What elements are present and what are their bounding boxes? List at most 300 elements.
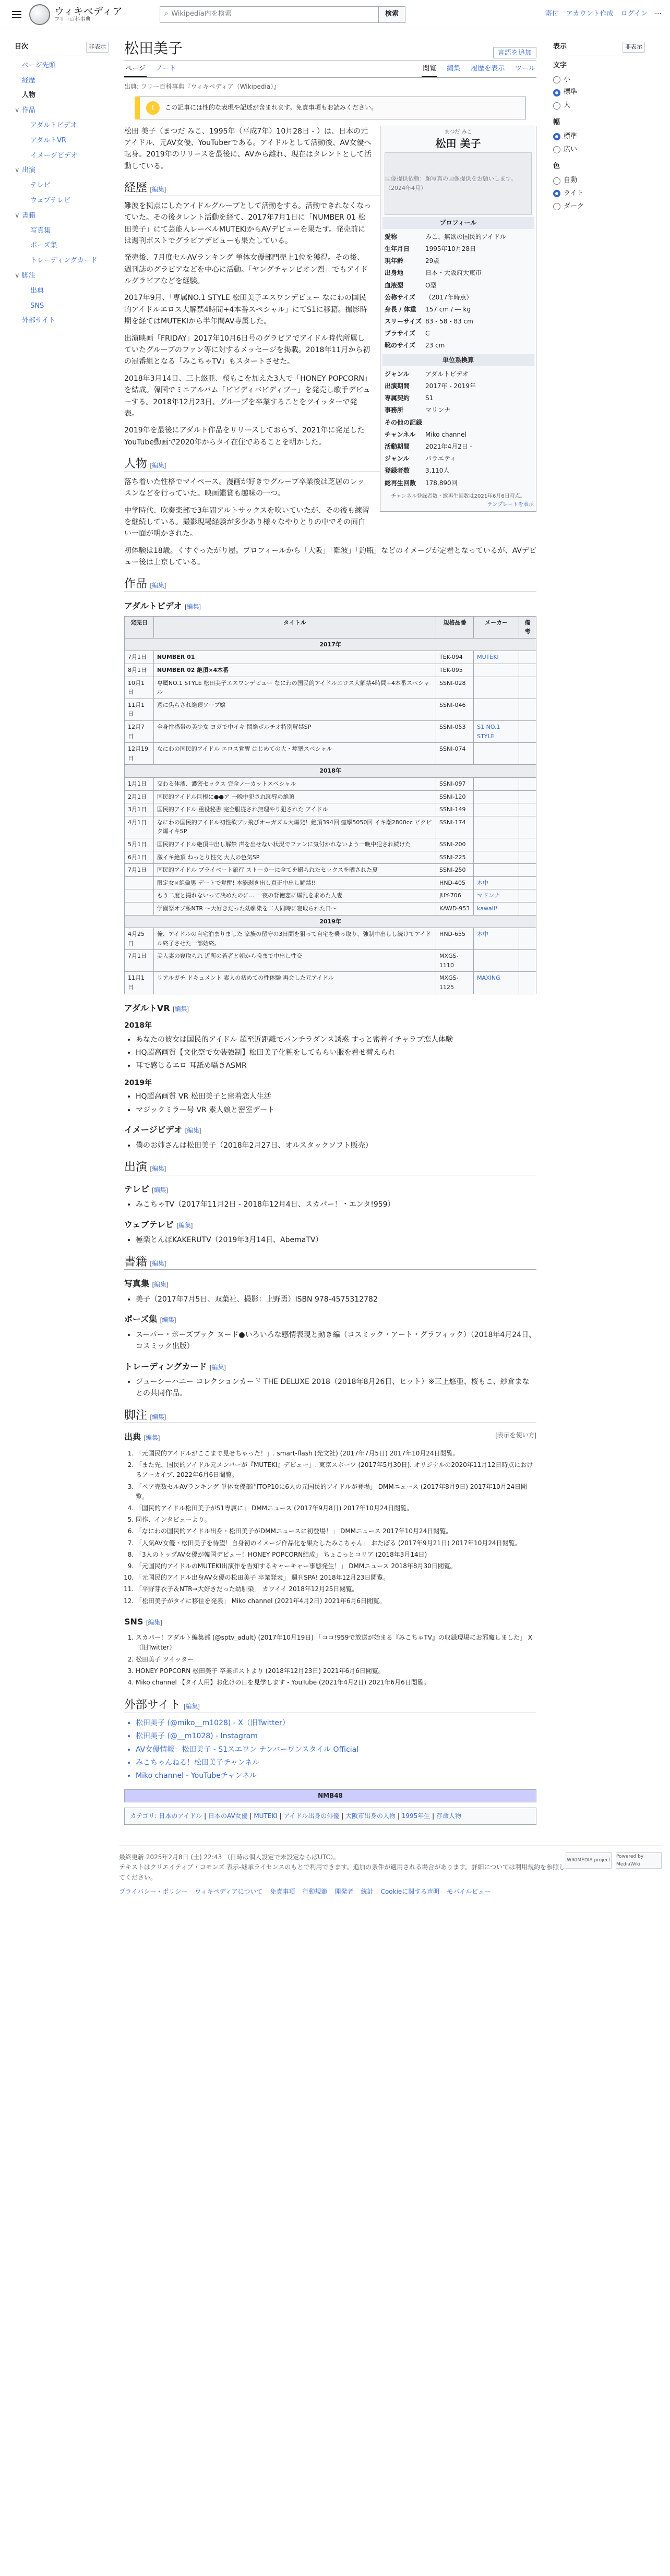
trading-card-list [136, 1376, 536, 1400]
content-warning-notice [135, 97, 526, 119]
toc-link[interactable]: 外部サイト [22, 317, 56, 325]
maker-cell [474, 790, 519, 803]
release-date-cell: 7月1日 [125, 864, 154, 877]
footer-link[interactable]: 免責事項 [270, 1887, 295, 1895]
toc-item[interactable] [15, 58, 109, 74]
list-item[interactable]: • みこちゃんねる！松田美子チャンネル [136, 1757, 536, 1768]
vr-list [124, 1020, 536, 1116]
heading-tv [124, 1183, 536, 1196]
release-date-cell: 7月1日 [125, 651, 154, 664]
notes-cell [519, 721, 536, 743]
wikimedia-badge[interactable]: WIKIMEDIA project [566, 1852, 612, 1869]
list-item: 3. HONEY POPCORN 松田美子 卒業ポストより (2018年12月23日) 2021年6月6日閲覧。 [136, 1666, 536, 1676]
appearance-title: 表示 [553, 43, 567, 51]
login-link[interactable]: ログイン [620, 10, 648, 18]
wordmark: ウィキペディア [54, 5, 123, 17]
toc-toggle-icon[interactable]: ∨ [15, 106, 20, 115]
image-request-placeholder[interactable]: 画像提供依頼：顔写真の画像提供をお願いします。（2024年4月） [385, 152, 532, 215]
toc-toggle-icon[interactable]: ∨ [15, 211, 20, 220]
maker-cell[interactable]: kawaii* [474, 902, 519, 915]
toc-link[interactable]: 脚注 [22, 271, 36, 280]
table-row [125, 677, 536, 699]
edit-link-text[interactable]: 編集 [151, 1259, 164, 1267]
list-item[interactable]: • 松田美子 (@miko__m1028) - X（旧Twitter） [136, 1717, 536, 1729]
vr-year-heading: 2018年 [124, 1021, 152, 1030]
heading-kyakuchu [124, 1408, 536, 1424]
toc-link[interactable]: ページ先頭 [22, 61, 56, 69]
option-label: ライト [564, 189, 584, 197]
infobox-row [382, 368, 534, 380]
category-link[interactable]: MUTEKI [254, 1812, 278, 1820]
radio-button[interactable] [553, 203, 560, 210]
list-item: 1. スカパー！アダルト編集部 (@sptv_adult) (2017年10月19日) 「ココ!959で放送が始まる『みこちゃTV』の収録現場にお邪魔しました」 X（旧Twitter） [136, 1633, 536, 1653]
product-code-cell: SSNI-074 [436, 743, 474, 765]
list-item: 8. 「3人のトップAV女優が韓国デビュー！HONEY POPCORN結成」 ちょこっとコリア (2018年3月14日) [136, 1550, 536, 1560]
edit-link[interactable]: [編集] [185, 1127, 201, 1134]
page-tabs [124, 61, 536, 78]
edit-link[interactable]: [編集] [150, 1259, 166, 1267]
edit-link[interactable]: [編集] [150, 1413, 166, 1421]
release-date-cell [125, 876, 154, 889]
footer-link[interactable]: モバイルビュー [447, 1887, 491, 1895]
edit-link-text[interactable]: 編集 [151, 582, 164, 589]
heading-gaibu-text: 外部サイト [124, 1698, 181, 1712]
edit-link-text[interactable]: 編集 [178, 1221, 191, 1229]
toc-toggle-icon[interactable]: ∨ [15, 271, 20, 280]
toc-link[interactable]: イメージビデオ [30, 151, 78, 160]
edit-link-text[interactable]: 編集 [153, 1186, 166, 1194]
edit-link-text[interactable]: 編集 [145, 1434, 158, 1442]
list-item: • 極楽とんぼKAKERUTV（2019年3月14日、AbemaTV） [136, 1234, 536, 1246]
product-code-cell: SSNI-250 [436, 864, 474, 877]
category-link[interactable]: 1995年生 [401, 1812, 430, 1820]
search-icon: ⌕ [164, 10, 169, 18]
toc-item[interactable] [15, 269, 109, 284]
maker-cell [474, 950, 519, 972]
toc-item[interactable] [15, 254, 109, 269]
separator: | [396, 1812, 402, 1820]
heading-sakuhin [124, 576, 536, 592]
wikipedia-globe-icon [29, 4, 50, 25]
infobox-key: 事務所 [385, 406, 404, 414]
toc-item[interactable] [15, 134, 109, 149]
navbox [124, 1789, 536, 1802]
notes-cell [519, 664, 536, 677]
table-row [125, 664, 536, 677]
maker-cell[interactable]: 本中 [474, 876, 519, 889]
main-menu-button[interactable] [8, 6, 25, 23]
toc-item[interactable] [15, 118, 109, 134]
notes-cell [519, 743, 536, 765]
heading-pose-text: ポーズ集 [124, 1314, 158, 1325]
more-icon[interactable]: ⋯ [655, 10, 662, 18]
infobox-value: 2021年4月2日 - [425, 442, 472, 450]
product-code-cell: HND-655 [436, 928, 474, 950]
infobox-key: その他の記録 [385, 418, 423, 426]
maker-cell [474, 838, 519, 851]
maker-cell[interactable]: マドンナ [474, 889, 519, 902]
toc-hide-button[interactable]: 非表示 [86, 42, 109, 53]
edit-link-text[interactable]: 編集 [187, 1127, 200, 1134]
navbox-title[interactable]: NMB48 [125, 1790, 536, 1802]
infobox-key: 愛称 [385, 233, 398, 240]
table-row [125, 972, 536, 994]
toc-link[interactable]: 出演 [22, 166, 36, 175]
infobox-value: マリンナ [425, 406, 451, 414]
notes-cell [519, 677, 536, 699]
tab-tools[interactable]: ツール [515, 64, 535, 73]
list-item: • HQ超高画質 VR 松田美子と密着恋人生活 [136, 1091, 536, 1102]
license-text: テキストはクリエイティブ・コモンズ 表示-継承ライセンスのもとで利用できます。追加の条件が適用される場合があります。詳細については利用規約を参照してください。 [119, 1863, 566, 1881]
product-code-cell: MXGS-1110 [436, 950, 474, 972]
appearance-option[interactable] [553, 99, 645, 112]
toc-link[interactable]: 出典 [30, 286, 44, 295]
toc-item[interactable] [15, 163, 109, 178]
infobox-row [382, 340, 534, 352]
notes-cell [519, 928, 536, 950]
category-link[interactable]: アイドル出身の俳優 [283, 1812, 340, 1820]
toc-item[interactable] [15, 74, 109, 89]
radio-button[interactable] [553, 133, 560, 140]
radio-button[interactable] [553, 190, 560, 197]
table-row [125, 743, 536, 765]
toc-item[interactable] [15, 149, 109, 164]
edit-link-text[interactable]: 編集 [151, 1413, 164, 1421]
edit-link[interactable]: [編集] [209, 1363, 226, 1371]
heading-av-text: アダルトビデオ [124, 601, 182, 611]
maker-cell[interactable]: MUTEKI [474, 651, 519, 664]
appearance-group-title: 文字 [553, 61, 567, 69]
product-code-cell: TEK-094 [436, 651, 474, 664]
infobox-profile-rows [382, 231, 534, 352]
table-row [125, 889, 536, 902]
appearance-option[interactable] [553, 174, 645, 187]
edit-link-text[interactable]: 編集 [162, 1316, 175, 1324]
edit-link[interactable]: [編集] [152, 1186, 168, 1194]
external-links-list [136, 1717, 536, 1782]
list-item: 3. 「ペア売数セルAVランキング 単体女優部門TOP10に6人の元国民的アイドルが登場」 DMMニュース (2017年8月9日) 2017年10月24日閲覧。 [136, 1482, 536, 1502]
toc-link[interactable]: 書籍 [22, 211, 36, 220]
paragraph: 2018年3月14日、三上悠亜、桜もこを加えた3人で「HONEY POPCORN」を結成。韓国でミニアルバム「ビビディバビディブー」を発売し歌手デビューする。2018年12月23日、グループを卒業することをツイッターで発表。 [124, 374, 370, 418]
infobox-key: 靴のサイズ [385, 342, 416, 350]
title-cell: 俺、アイドルの自宅泊まりました 家族の留守の3日間を狙って自宅を乗っ取り、強制中出しし続けてアイドル終了させた一部始終。 [153, 928, 436, 950]
toc-item[interactable] [15, 314, 109, 329]
appearance-option[interactable] [553, 187, 645, 200]
radio-button[interactable] [553, 76, 560, 83]
infobox-value: 157 cm / ― kg [425, 305, 471, 313]
heading-source [124, 1430, 536, 1444]
release-date-cell: 12月7日 [125, 721, 154, 743]
infobox-row [382, 417, 534, 429]
user-links [545, 9, 662, 20]
toc-item[interactable] [15, 224, 109, 239]
appearance-panel [546, 29, 645, 1830]
infobox-row [382, 316, 534, 328]
release-date-cell: 10月1日 [125, 677, 154, 699]
separator: | [277, 1812, 284, 1820]
maker-cell [474, 664, 519, 677]
toc-link[interactable]: 作品 [22, 106, 36, 115]
edit-link-text[interactable]: 編集 [153, 1281, 166, 1289]
toc-item[interactable] [15, 194, 109, 209]
infobox-key: 身長 / 体重 [385, 305, 416, 313]
toc-link[interactable]: アダルトVR [30, 136, 67, 145]
edit-link[interactable]: [編集] [173, 1005, 189, 1013]
toc-link[interactable]: 人物 [22, 91, 36, 100]
separator: | [339, 1812, 346, 1820]
table-row [125, 864, 536, 877]
option-label: 小 [564, 75, 571, 83]
notes-cell [519, 972, 536, 994]
category-link[interactable]: 日本のAV女優 [208, 1812, 248, 1820]
category-link[interactable]: カテゴリ: 日本のアイドル [130, 1812, 202, 1820]
infobox-key: 公称サイズ [385, 293, 416, 301]
maker-cell[interactable]: S1 NO.1 STYLE [474, 721, 519, 743]
title-cell: なにわの国民的アイドル初性欲ブッ飛びオーガズム大爆発！絶頂394回 痙攣5050回 イキ潮2800cc ピクピク爆イキSP [153, 816, 436, 838]
list-item: • 僕のお姉さんは松田美子（2018年2月27日、オルスタックソフト販売） [136, 1140, 536, 1151]
article-body [124, 126, 536, 1825]
heading-gaibu [124, 1698, 536, 1713]
separator: | [430, 1812, 436, 1820]
infobox-key: ジャンル [385, 455, 410, 463]
list-item: 12. 「松田美子がタイに移住を発表」 Miko channel (2021年4月2日) 2021年6月6日閲覧。 [136, 1596, 536, 1606]
edit-link-text[interactable]: 編集 [186, 603, 199, 611]
toc-item[interactable] [15, 88, 109, 103]
infobox-key: ジャンル [385, 370, 410, 378]
radio-button[interactable] [553, 177, 560, 185]
maker-cell[interactable]: 本中 [474, 928, 519, 950]
title-cell: 美人妻の寝取られ 近所の若者と朝から晩まで中出し性交 [153, 950, 436, 972]
release-date-cell: 3月1日 [125, 803, 154, 816]
mediawiki-badge[interactable]: Powered by MediaWiki [616, 1852, 662, 1869]
maker-cell [474, 816, 519, 838]
list-item: 4. Miko channel 【タイ人用】お化けの日を見学します - YouTube (2021年4月2日) 2021年6月6日閲覧。 [136, 1678, 536, 1688]
infobox-row [382, 304, 534, 316]
tab-edit[interactable]: 編集 [447, 64, 461, 73]
infobox-row [382, 280, 534, 292]
radio-button[interactable] [553, 89, 560, 97]
photo-book-list [136, 1294, 536, 1305]
heading-photo-text: 写真集 [124, 1279, 150, 1289]
product-code-cell: HND-405 [436, 876, 474, 889]
infobox-value: S1 [425, 394, 434, 402]
release-date-cell: 6月1日 [125, 851, 154, 864]
edit-link-text[interactable]: 編集 [151, 462, 164, 470]
maker-cell [474, 803, 519, 816]
release-date-cell: 8月1日 [125, 664, 154, 677]
appearance-option[interactable] [553, 74, 645, 87]
infobox-key: 総再生回数 [385, 479, 416, 487]
list-item: • マジックミラー号 VR 素人娘と密室デート [136, 1104, 536, 1116]
infobox-profile-title: プロフィール [382, 217, 534, 229]
title-cell: 週に焦らされ絶頂ソープ嬢 [153, 699, 436, 720]
appearance-option[interactable] [553, 130, 645, 143]
product-code-cell: SSNI-120 [436, 790, 474, 803]
edit-link[interactable]: [編集] [150, 462, 166, 470]
list-item: • 美子（2017年7月5日、双葉社、撮影：上野勇）ISBN 978-4575312782 [136, 1294, 536, 1305]
footer-link[interactable]: 統計 [361, 1887, 374, 1895]
site-subtitle: 出典: フリー百科事典『ウィキペディア（Wikipedia）』 [124, 83, 280, 91]
edit-link-text[interactable]: 編集 [174, 1005, 187, 1013]
notes-cell [519, 803, 536, 816]
toc-link[interactable]: SNS [30, 302, 44, 310]
toc-item[interactable] [15, 209, 109, 224]
heading-tc-text: トレーディングカード [124, 1361, 207, 1371]
list-item[interactable]: • 松田美子 (@__m1028) - Instagram [136, 1730, 536, 1742]
template-link[interactable] [382, 501, 534, 509]
list-item: • みこちゃTV（2017年11月2日 - 2018年12月4日、スカパー！・エンタ!959） [136, 1199, 536, 1210]
list-item: 7. 「人気AV女優・松田美子を待望！自身初のイメージ作品化を果たしたみこちゃん」 おたぽる (2017年9月21日) 2017年10月24日閲覧。 [136, 1538, 536, 1548]
list-item[interactable]: • Miko channel - YouTubeチャンネル [136, 1770, 536, 1781]
show-hide-toggle[interactable]: [表示を使い方] [495, 1431, 536, 1439]
search-form [160, 6, 405, 23]
infobox-value: バラエティ [425, 455, 457, 463]
maker-cell[interactable]: MAXING [474, 972, 519, 994]
notes-cell [519, 851, 536, 864]
toc-link[interactable]: アダルトビデオ [30, 121, 77, 129]
infobox-reading: まつだ みこ [444, 129, 472, 135]
heading-image-video-text: イメージビデオ [124, 1125, 183, 1135]
footer-link[interactable]: 開発者 [334, 1887, 354, 1895]
infobox-name: 松田 美子 [435, 137, 481, 150]
donate-link[interactable]: 寄付 [545, 10, 559, 18]
template-link-text[interactable]: テンプレートを表示 [487, 501, 534, 508]
infobox-row [382, 328, 534, 340]
toc-item[interactable] [15, 238, 109, 254]
edit-link[interactable]: [編集] [183, 1703, 200, 1711]
edit-link[interactable]: [編集] [150, 186, 166, 194]
footer-link[interactable]: Cookieに関する声明 [380, 1887, 440, 1895]
product-code-cell: SSNI-097 [436, 777, 474, 790]
table-row [125, 777, 536, 790]
toc-link[interactable]: ポーズ集 [30, 242, 57, 250]
toc-title: 目次 [15, 43, 29, 51]
footer-link[interactable]: プライバシー・ポリシー [119, 1887, 188, 1895]
edit-link-text[interactable]: 編集 [151, 186, 164, 194]
appearance-option[interactable] [553, 143, 645, 157]
tab-history[interactable]: 履歴を表示 [471, 64, 505, 73]
option-label: 標準 [564, 88, 578, 97]
release-date-cell [125, 889, 154, 902]
edit-link[interactable]: [編集] [150, 1164, 166, 1172]
product-code-cell: SSNI-028 [436, 677, 474, 699]
toc-item[interactable] [15, 103, 109, 118]
infobox-row [382, 441, 534, 453]
release-date-cell: 7月1日 [125, 950, 154, 972]
footer-link[interactable]: ウィキペディアについて [195, 1887, 263, 1895]
edit-link-text[interactable]: 編集 [185, 1703, 198, 1711]
edit-link-text[interactable]: 編集 [148, 1618, 161, 1626]
site-logo[interactable] [29, 4, 149, 25]
edit-link[interactable]: [編集] [146, 1618, 162, 1626]
infobox-career-rows [382, 368, 534, 489]
separator: | [202, 1812, 208, 1820]
heading-tc [124, 1360, 536, 1374]
paragraph: 2019年を最後にアダルト作品をリリースしておらず、2021年に発足したYouTube動画で2020年からタイ在住であることを明かした。 [124, 426, 365, 447]
appearance-hide-button[interactable]: 非表示 [623, 42, 645, 53]
tab-read[interactable]: 閲覧 [422, 62, 437, 78]
toc-link[interactable]: 経歴 [22, 76, 36, 85]
product-code-cell: JUY-706 [436, 889, 474, 902]
notes-cell [519, 699, 536, 720]
toc-link[interactable]: トレーディングカード [30, 257, 98, 265]
appearance-group-title: 色 [553, 162, 560, 171]
footer-link[interactable]: 行動規範 [302, 1887, 328, 1895]
warning-icon: ! [146, 101, 160, 115]
search-placeholder: Wikipedia内を検索 [171, 10, 232, 18]
product-code-cell: TEK-095 [436, 664, 474, 677]
infobox-row [382, 477, 534, 489]
infobox-key: 専属契約 [385, 394, 410, 402]
list-item: 10. 「元国民的アイドル出身AV女優の松田美子 卒業発表」 週刊SPA! 2018年12月23日閲覧。 [136, 1573, 536, 1583]
column-header: 備考 [519, 616, 536, 638]
add-language-button[interactable]: 言語を追加 [493, 47, 536, 59]
release-date-cell: 4月25日 [125, 928, 154, 950]
search-button[interactable]: 検索 [379, 6, 405, 23]
tv-list [136, 1199, 536, 1210]
edit-link-text[interactable]: 編集 [151, 1164, 164, 1172]
list-item: • スーパー・ポーズブック ヌード●いろいろな感情表現と動き編（コスミック・アート・グラフィック）（2018年4月24日、コスミック出版） [136, 1329, 536, 1353]
title-cell: NUMBER 01 [153, 651, 436, 664]
edit-link[interactable]: [編集] [176, 1221, 193, 1229]
list-item: 9. 「元国民的アイドルのMUTEKI出演作を告知するキャーキャー事態発生！」 DMMニュース 2018年8月30日閲覧。 [136, 1561, 536, 1571]
page-title-bar [124, 40, 536, 61]
paragraph: 難波を拠点にしたアイドルグループとして活動をする。活動できれなくなっていた。その後タレント活動を経て、2017年7月1日に「NUMBER 01 松田美子」にて芸能人レーベルMUTEKIからAVデビューを果たす。発売前には週刊ポストでグラビアデビューも果たしている。 [124, 201, 372, 245]
toc-toggle-icon[interactable]: ∨ [15, 166, 20, 175]
appearance-option[interactable] [553, 86, 645, 99]
year-cell: 2018年 [125, 765, 536, 778]
infobox-value: 1995年10月28日 [425, 245, 476, 252]
heading-shutsuen-text: 出演 [124, 1160, 148, 1173]
heading-tv-text: テレビ [124, 1184, 149, 1194]
category-link[interactable]: 大阪市出身の人物 [345, 1812, 396, 1820]
infobox-value: 23 cm [425, 342, 445, 350]
category-links [124, 1808, 536, 1825]
infobox-value: みこ、無欲の国民的アイドル [425, 233, 506, 240]
product-code-cell: SSNI-053 [436, 721, 474, 743]
list-item: • ジューシーハニー コレクションカード THE DELUXE 2018（2018年8月26日、ヒット）※三上悠亜、桜もこ、紗倉まなとの共同作品。 [136, 1376, 536, 1400]
search-input[interactable] [160, 6, 379, 23]
toc-link[interactable]: ウェブテレビ [30, 196, 71, 204]
toc-item[interactable] [15, 178, 109, 194]
radio-button[interactable] [553, 146, 560, 153]
tab-page[interactable]: ページ [124, 62, 147, 78]
toc-item[interactable] [15, 299, 109, 314]
edit-link[interactable]: [編集] [152, 1281, 169, 1289]
edit-link[interactable]: [編集] [150, 582, 166, 589]
vr-year-heading: 2019年 [124, 1078, 152, 1087]
appearance-option[interactable] [553, 200, 645, 213]
category-link[interactable]: 存命人物 [436, 1812, 461, 1820]
edit-link[interactable]: [編集] [160, 1316, 176, 1324]
infobox-key: 現年齢 [385, 257, 404, 265]
edit-link[interactable]: [編集] [185, 603, 201, 611]
release-date-cell: 2月1日 [125, 790, 154, 803]
infobox-value: O型 [425, 281, 437, 289]
column-header: メーカー [474, 616, 519, 638]
table-of-contents [8, 29, 113, 1830]
tab-talk[interactable]: ノート [155, 64, 176, 73]
release-date-cell: 11月1日 [125, 699, 154, 720]
edit-link-text[interactable]: 編集 [211, 1363, 224, 1371]
toc-link[interactable]: テレビ [30, 182, 51, 190]
create-account-link[interactable]: アカウント作成 [566, 10, 614, 18]
radio-button[interactable] [553, 102, 560, 110]
edit-link[interactable]: [編集] [143, 1434, 160, 1442]
list-item[interactable]: • AV女優情報：松田美子 - S1スエワン ナンバーワンスタイル Official [136, 1744, 536, 1755]
toc-link[interactable]: 写真集 [30, 226, 51, 235]
toc-item[interactable] [15, 284, 109, 299]
